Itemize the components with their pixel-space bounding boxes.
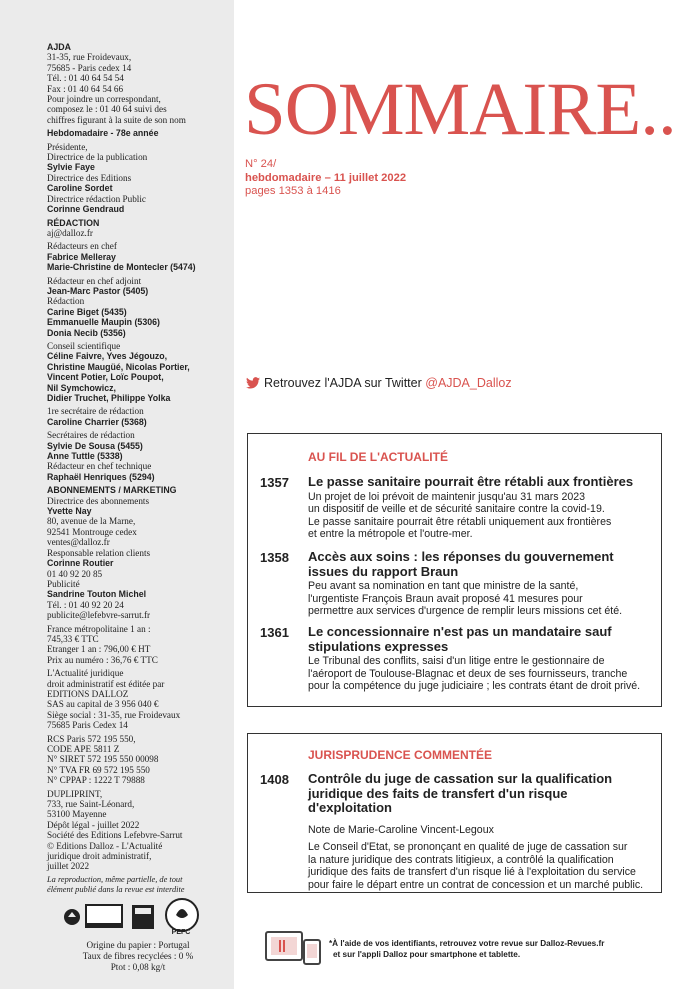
summary-line: pour faire le départ entre un contrat de concession et un marché public. <box>308 878 644 891</box>
legal-line: SAS au capital de 3 956 040 € <box>47 699 159 710</box>
fax: Fax : 01 40 64 54 66 <box>47 83 124 94</box>
role-label: Publicité <box>47 578 80 589</box>
recycle-icon <box>64 909 80 925</box>
staff-name: Raphaël Henriques (5294) <box>47 471 155 482</box>
article-title: Le concessionnaire n'est pas un mandataire sauf stipulations expresses <box>308 624 612 654</box>
role-label: Présidente, <box>47 141 88 152</box>
summary-line: Le passe sanitaire pourrait être rétabli uniquement aux frontières <box>308 515 612 528</box>
staff-name: Vincent Potier, Loïc Poupot, <box>47 372 164 383</box>
pefc-label <box>166 926 196 936</box>
staff-name: Céline Faivre, Yves Jégouzo, <box>47 351 168 362</box>
summary-line: Un projet de loi prévoit de maintenir jusqu'au 31 mars 2023 <box>308 490 586 503</box>
role-label: Rédacteur en chef adjoint <box>47 275 142 286</box>
summary-line: pour la compétence du juge judiciaire ; les contrats étant de droit privé. <box>308 680 641 693</box>
article-item[interactable] <box>260 475 655 541</box>
section-heading: JURISPRUDENCE COMMENTÉE <box>308 748 493 762</box>
summary-line: Peu avant sa nomination en tant que ministre de la santé, <box>308 580 579 592</box>
legal-line: droit administratif est éditée par <box>47 678 165 689</box>
staff-name: Caroline Sordet <box>47 183 113 194</box>
summary-line: Le Conseil d'Etat, se prononçant en qualité de juge de cassation sur <box>308 841 628 854</box>
printer-line: juridique droit administratif, <box>47 851 152 862</box>
address-line: 75685 - Paris cedex 14 <box>47 62 132 73</box>
price-line: Prix au numéro : 36,76 € TTC <box>47 654 158 665</box>
staff-name: Yvette Nay <box>47 506 92 517</box>
printer-line: juillet 2022 <box>47 861 90 872</box>
summary-line: permettre aux services d'urgence de remplir leurs missions cet été. <box>308 605 623 618</box>
case-law-section <box>247 733 662 893</box>
recycling-bin-icon <box>132 905 154 929</box>
twitter-text: Retrouvez l'AJDA sur Twitter <box>264 376 426 390</box>
address-line: Pour joindre un correspondant, <box>47 94 161 105</box>
email: publicite@lefebvre-sarrut.fr <box>47 610 151 621</box>
masthead <box>47 42 229 899</box>
issue-date: hebdomadaire – 11 juillet 2022 <box>245 171 407 184</box>
article-title: Contrôle du juge de cassation sur la qualification juridique des faits de transfert d'un risque d'exploitation <box>308 771 613 815</box>
staff-name: Sylvie De Sousa (5455) <box>47 440 143 451</box>
registry-line: N° SIRET 572 195 550 00098 <box>47 754 159 765</box>
phone: 01 40 92 20 85 <box>47 568 103 579</box>
staff-name: Fabrice Melleray <box>47 251 116 262</box>
staff-name: Nil Symchowicz, <box>47 382 116 393</box>
page-title: SOMMAIRE.. <box>244 68 676 151</box>
email: ventes@dalloz.fr <box>47 537 110 548</box>
staff-name: Marie-Christine de Montecler (5474) <box>47 262 196 273</box>
paper-origin: Origine du papier : Portugal <box>86 940 190 950</box>
publisher-name: AJDA <box>47 42 71 52</box>
article-item[interactable] <box>260 625 655 693</box>
legal-line: 75685 Paris Cedex 14 <box>47 720 128 731</box>
role-label: Secrétaires de rédaction <box>47 430 135 441</box>
section-label: ABONNEMENTS / MARKETING <box>47 485 177 496</box>
online-access-line: *À l'aide de vos identifiants, retrouvez votre revue sur Dalloz-Revues.fr <box>329 939 605 948</box>
price-line: Etranger 1 an : 796,00 € HT <box>47 644 151 655</box>
legal-line: EDITIONS DALLOZ <box>47 688 129 699</box>
role-label: Rédacteur en chef technique <box>47 461 152 472</box>
masthead-sidebar <box>0 0 234 989</box>
article-item[interactable] <box>260 550 655 618</box>
article-page: 1358 <box>260 550 289 565</box>
article-title: Le passe sanitaire pourrait être rétabli aux frontières <box>308 474 634 489</box>
email: aj@dalloz.fr <box>47 227 93 238</box>
article-page: 1357 <box>260 475 289 490</box>
address-line: 92541 Montrouge cedex <box>47 526 137 537</box>
online-access-note <box>329 939 604 960</box>
staff-name: Corinne Gendraud <box>47 204 125 215</box>
paper-recycled-rate: Taux de fibres recyclées : 0 % <box>82 951 194 961</box>
online-access-line: et sur l'appli Dalloz pour smartphone et tablette. <box>333 949 521 959</box>
article-summary <box>308 841 655 891</box>
price-line: France métropolitaine 1 an : <box>47 623 151 634</box>
article-title: Accès aux soins : les réponses du gouvernement issues du rapport Braun <box>308 549 614 579</box>
printer-line: 53100 Mayenne <box>47 809 107 820</box>
paper-ptot: Ptot : 0,08 kg/t <box>110 962 166 972</box>
staff-name: Jean-Marc Pastor (5405) <box>47 285 149 296</box>
frequency: Hebdomadaire - 78e année <box>47 128 159 139</box>
summary-line: l'urgentiste François Braun avait proposé 41 mesures pour <box>308 592 583 605</box>
article-summary <box>308 580 655 618</box>
staff-name: Corinne Routier <box>47 558 114 569</box>
reproduction-notice: La reproduction, même partielle, de tout <box>47 874 183 884</box>
staff-name: Anne Tuttle (5338) <box>47 451 123 462</box>
role-label: Rédaction <box>47 296 85 307</box>
staff-name: Donia Necib (5356) <box>47 327 126 338</box>
news-section <box>247 433 662 707</box>
legal-line: Siège social : 31-35, rue Froidevaux <box>47 709 181 720</box>
issue-number: N° 24/ <box>245 158 277 170</box>
role-label: Responsable relation clients <box>47 547 151 558</box>
phone: Tél. : 01 40 92 20 24 <box>47 599 124 610</box>
article-item[interactable] <box>260 772 655 891</box>
summary-line: juridique des faits de transfert d'un risque lié à l'exploitation du service <box>308 866 636 879</box>
staff-name: Didier Truchet, Philippe Yolka <box>47 393 171 403</box>
role-label: Rédacteurs en chef <box>47 241 117 252</box>
section-heading: AU FIL DE L'ACTUALITÉ <box>308 450 448 464</box>
role-label: Directrice des Editions <box>47 172 132 183</box>
reproduction-notice: élément publié dans la revue est interdite <box>47 885 185 895</box>
role-label: 1re secrétaire de rédaction <box>47 406 144 417</box>
twitter-bird-icon <box>246 377 260 389</box>
article-page: 1408 <box>260 772 289 787</box>
legal-line: L'Actualité juridique <box>47 668 124 679</box>
printer-line: © Editions Dalloz - L'Actualité <box>47 840 163 851</box>
printer-line: DUPLIPRINT, <box>47 788 103 799</box>
staff-name: Sylvie Faye <box>47 162 95 173</box>
article-summary <box>308 491 655 541</box>
role-label: Conseil scientifique <box>47 340 121 351</box>
printer-line: 733, rue Saint-Léonard, <box>47 799 135 810</box>
summary-line: Le Tribunal des conflits, saisi d'un litige entre le gestionnaire de <box>308 655 605 667</box>
role-label: Directrice de la publication <box>47 152 148 163</box>
role-label: Directrice rédaction Public <box>47 193 146 204</box>
staff-name: Carine Biget (5435) <box>47 306 127 317</box>
article-author-note: Note de Marie-Caroline Vincent-Legoux <box>308 823 494 836</box>
printer-line: Dépôt légal - juillet 2022 <box>47 819 140 830</box>
phone: Tél. : 01 40 64 54 54 <box>47 73 124 84</box>
staff-name: Caroline Charrier (5368) <box>47 416 147 427</box>
article-page: 1361 <box>260 625 289 640</box>
summary-line: un dispositif de veille et de sécurité sanitaire contre la covid-19. <box>308 503 605 516</box>
price-line: 745,33 € TTC <box>47 633 99 644</box>
twitter-handle-link[interactable]: @AJDA_Dalloz <box>425 376 512 390</box>
summary-line: et entre la métropole et l'outre-mer. <box>308 528 473 541</box>
devices-icon <box>264 928 324 966</box>
address-line: chiffres figurant à la suite de son nom <box>47 114 186 125</box>
printer-line: Société des Editions Lefebvre-Sarrut <box>47 830 183 841</box>
staff-name: Christine Maugüé, Nicolas Portier, <box>47 361 190 372</box>
address-line: composez le : 01 40 64 suivi des <box>47 104 167 115</box>
paper-info <box>47 940 229 973</box>
pefc-label-text: PEFC <box>171 929 191 936</box>
twitter-promo <box>246 376 512 390</box>
address-line: 31-35, rue Froidevaux, <box>47 52 132 63</box>
registry-line: CODE APE 5811 Z <box>47 744 120 754</box>
registry-line: RCS Paris 572 195 550, <box>47 733 136 744</box>
summary-line: la nature juridique des contrats litigieux, a contrôlé la qualification <box>308 853 614 866</box>
registry-line: N° TVA FR 69 572 195 550 <box>47 764 150 775</box>
address-line: 80, avenue de la Marne, <box>47 516 136 527</box>
issue-pages: pages 1353 à 1416 <box>245 185 341 197</box>
issue-info <box>245 158 406 199</box>
section-label: RÉDACTION <box>47 217 100 228</box>
staff-name: Emmanuelle Maupin (5306) <box>47 317 160 328</box>
role-label: Directrice des abonnements <box>47 495 150 506</box>
registry-line: N° CPPAP : 1222 T 79888 <box>47 775 145 786</box>
staff-name: Sandrine Touton Michel <box>47 589 147 600</box>
article-summary <box>308 655 655 693</box>
summary-line: l'aéroport de Toulouse-Blagnac et deux de ses fournisseurs, tranche <box>308 667 628 680</box>
book-icon <box>86 905 122 928</box>
